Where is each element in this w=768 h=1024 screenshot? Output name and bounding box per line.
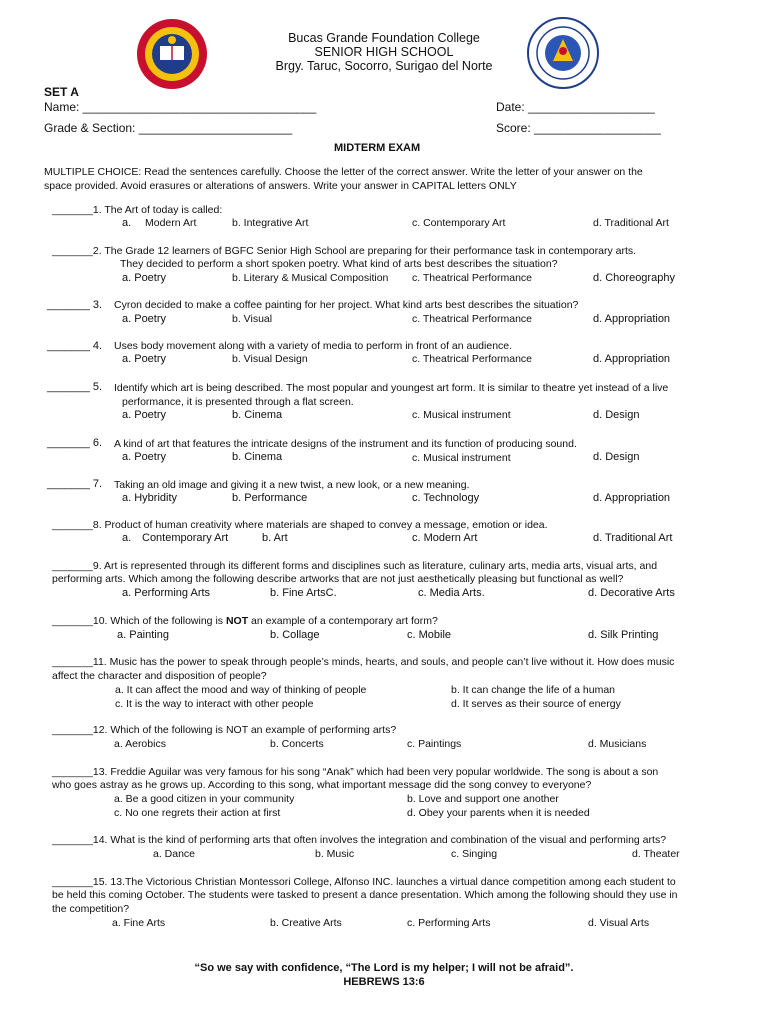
question-7: Taking an old image and giving it a new twist, a new look, or a new meaning. <box>114 479 470 491</box>
q12-choice-d: d. Musicians <box>588 738 647 750</box>
q8-choice-c: c. Modern Art <box>412 532 478 544</box>
q3-choice-c: c. Theatrical Performance <box>412 313 533 325</box>
q5-choice-b: b. Cinema <box>232 409 283 421</box>
q7-choice-b: b. Performance <box>232 492 308 504</box>
q5-choice-a: a. Poetry <box>122 409 167 421</box>
q8-choice-a: Contemporary Art <box>142 532 229 544</box>
instructions-line-1: MULTIPLE CHOICE: Read the sentences carefully. Choose the letter of the correct answer. Write the letter of your answer on the <box>44 166 643 178</box>
question-3-number: _______ 3. <box>47 299 103 311</box>
question-6-number: _______ 6. <box>47 437 103 449</box>
q10-choice-b: b. Collage <box>270 629 320 641</box>
q15-choice-b: b. Creative Arts <box>270 917 342 929</box>
q7-choice-c: c. Technology <box>412 492 480 504</box>
question-11-line-2: affect the character and disposition of people? <box>52 670 267 682</box>
q2-choice-c: c. Theatrical Performance <box>412 272 533 284</box>
question-9: _______9. Art is represented through its different forms and disciplines such as literature, culinary arts, media arts, visual arts, and <box>52 560 658 572</box>
q13-choice-d: d. Obey your parents when it is needed <box>407 807 590 819</box>
q1-choice-b: b. Integrative Art <box>232 217 309 229</box>
q4-choice-b: b. Visual Design <box>232 353 308 365</box>
footer-quote: “So we say with confidence, “The Lord is my helper; I will not be afraid”. <box>194 962 574 974</box>
q14-choice-b: b. Music <box>315 848 355 860</box>
q3-choice-b: b. Visual <box>232 313 273 325</box>
q11-choice-b: b. It can change the life of a human <box>451 684 616 696</box>
grade-section-field: Grade & Section: _______________________ <box>44 121 293 135</box>
question-5-number: _______ 5. <box>47 381 103 393</box>
question-5-line-2: performance, it is presented through a flat screen. <box>122 396 354 408</box>
q10-text-end: an example of a contemporary art form? <box>248 615 438 627</box>
q13-choice-c: c. No one regrets their action at first <box>114 807 281 819</box>
q10-emphasis: NOT <box>225 615 249 627</box>
question-13: _______13. Freddie Aguilar was very famous for his song “Anak” which had been very popular worldwide. The song is about a son <box>52 766 659 778</box>
question-10 <box>52 615 438 627</box>
q13-choice-b: b. Love and support one another <box>407 793 559 805</box>
question-5: Identify which art is being described. The most popular and youngest art form. It is similar to theatre yet instead of a live <box>114 382 669 394</box>
question-1: _______1. The Art of today is called: <box>52 204 223 216</box>
q9-choice-d: d. Decorative Arts <box>588 587 675 599</box>
question-15-line-3: the competition? <box>52 903 130 915</box>
footer-reference: HEBREWS 13:6 <box>343 976 425 988</box>
question-13-line-2: who goes astray as he grows up. According to this song, what important message did the song convey to everyone? <box>52 779 592 791</box>
q6-choice-a: a. Poetry <box>122 451 167 463</box>
q6-choice-d: d. Design <box>593 451 640 463</box>
q8-choice-b: b. Art <box>262 532 288 544</box>
q4-choice-c: c. Theatrical Performance <box>412 353 533 365</box>
q7-choice-a: a. Hybridity <box>122 492 178 504</box>
set-label: SET A <box>44 85 79 99</box>
question-3: Cyron decided to make a coffee painting for her project. What kind arts best describes the situation? <box>114 299 579 311</box>
q1-choice-a-letter: a. <box>122 217 132 229</box>
q4-choice-a: a. Poetry <box>122 353 167 365</box>
q8-choice-d: d. Traditional Art <box>593 532 673 544</box>
q2-choice-d: d. Choreography <box>593 272 675 284</box>
question-2: _______2. The Grade 12 learners of BGFC Senior High School are preparing for their performance task in contemporary arts. <box>52 245 637 257</box>
q6-choice-b: b. Cinema <box>232 451 283 463</box>
question-7-number: _______ 7. <box>47 478 103 490</box>
school-name: Bucas Grande Foundation College <box>288 31 480 45</box>
q14-choice-c: c. Singing <box>451 848 498 860</box>
q9-choice-b: b. Fine ArtsC. <box>270 587 337 599</box>
q12-choice-a: a. Aerobics <box>114 738 166 750</box>
q2-choice-a: a. Poetry <box>122 272 167 284</box>
name-field: Name: ___________________________________ <box>44 100 317 114</box>
question-15: _______15. 13.The Victorious Christian Montessori College, Alfonso INC. launches a virtual dance competition among each student to <box>52 876 676 888</box>
question-8: _______8. Product of human creativity where materials are shaped to convey a message, emotion or idea. <box>52 519 548 531</box>
q14-choice-d: d. Theater <box>632 848 680 860</box>
date-field: Date: ___________________ <box>496 100 655 114</box>
department-name: SENIOR HIGH SCHOOL <box>314 45 454 59</box>
exam-title: MIDTERM EXAM <box>334 142 421 154</box>
school-seal-logo <box>136 18 208 90</box>
q14-choice-a: a. Dance <box>153 848 196 860</box>
q3-choice-d: d. Appropriation <box>593 313 671 325</box>
q11-choice-d: d. It serves as their source of energy <box>451 698 621 710</box>
question-12: _______12. Which of the following is NOT an example of performing arts? <box>52 724 397 736</box>
score-field: Score: ___________________ <box>496 121 661 135</box>
deped-seal-logo <box>527 17 599 89</box>
q4-choice-d: d. Appropriation <box>593 353 671 365</box>
q12-choice-b: b. Concerts <box>270 738 324 750</box>
question-2-line-2: They decided to perform a short spoken poetry. What kind of arts best describes the situation? <box>120 258 558 270</box>
question-6: A kind of art that features the intricate designs of the instrument and its function of producing sound. <box>114 438 577 450</box>
question-9-line-2: performing arts. Which among the following describe artworks that are not just aesthetically pleasing but functional as well? <box>52 573 624 585</box>
q13-choice-a: a. Be a good citizen in your community <box>114 793 295 805</box>
q10-choice-a: a. Painting <box>117 629 169 641</box>
school-address: Brgy. Taruc, Socorro, Surigao del Norte <box>275 59 493 73</box>
q6-choice-c: c. Musical instrument <box>412 452 511 464</box>
q10-choice-d: d. Silk Printing <box>588 629 659 641</box>
q5-choice-c: c. Musical instrument <box>412 409 511 421</box>
q10-choice-c: c. Mobile <box>407 629 452 641</box>
q1-choice-d: d. Traditional Art <box>593 217 669 229</box>
q15-choice-a: a. Fine Arts <box>112 917 166 929</box>
q15-choice-d: d. Visual Arts <box>588 917 650 929</box>
q1-choice-a: Modern Art <box>145 217 197 229</box>
question-11: _______11. Music has the power to speak through people’s minds, hearts, and souls, and people can’t live without it. How does music <box>52 656 675 668</box>
instructions-line-2: space provided. Avoid erasures or alterations of answers. Write your answer in CAPITAL letters ONLY <box>44 180 517 192</box>
q9-choice-c: c. Media Arts. <box>418 587 485 599</box>
q11-choice-c: c. It is the way to interact with other people <box>115 698 314 710</box>
question-4-number: _______ 4. <box>47 340 103 352</box>
q12-choice-c: c. Paintings <box>407 738 462 750</box>
q8-choice-a-letter: a. <box>122 532 132 544</box>
q7-choice-d: d. Appropriation <box>593 492 671 504</box>
q5-choice-d: d. Design <box>593 409 640 421</box>
q2-choice-b: b. Literary & Musical Composition <box>232 272 389 284</box>
q15-choice-c: c. Performing Arts <box>407 917 491 929</box>
question-4: Uses body movement along with a variety of media to perform in front of an audience. <box>114 340 513 352</box>
question-14: _______14. What is the kind of performing arts that often involves the integration and combination of the visual and performing arts? <box>52 834 667 846</box>
q9-choice-a: a. Performing Arts <box>122 587 211 599</box>
q11-choice-a: a. It can affect the mood and way of thinking of people <box>115 684 367 696</box>
q10-text-start: _______10. Which of the following is <box>52 615 226 627</box>
question-15-line-2: be held this coming October. The students were tasked to present a dance presentation. Which among the following should they use in <box>52 889 678 901</box>
q1-choice-c: c. Contemporary Art <box>412 217 506 229</box>
q3-choice-a: a. Poetry <box>122 313 167 325</box>
